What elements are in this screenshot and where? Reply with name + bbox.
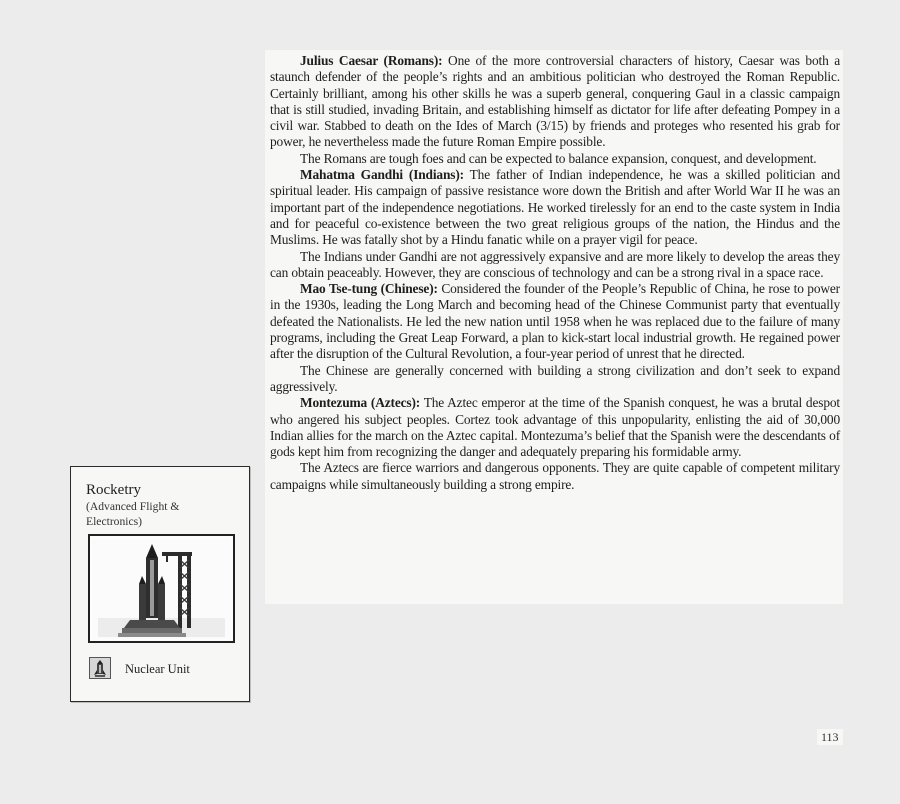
paragraph-montezuma: [270, 395, 840, 460]
rocket-launch-pad-image: [88, 534, 235, 643]
advance-sidebar-box: [70, 466, 250, 702]
paragraph-aztecs: [270, 460, 840, 493]
paragraph-body: The Romans are tough foes and can be expected to balance expansion, conquest, and development.: [300, 150, 817, 166]
paragraph-body: The Aztec emperor at the time of the Spanish conquest, he was a brutal despot who angered his subject peoples. Cortez took advantage of this unpopularity, enlisting the aid of 30,000 Indian allies for the march on the Aztec capital. Montezuma’s belief that the Spanish were the descendants of gods kept him from recognizing the danger and adequately preparing his formidable army.: [270, 395, 840, 460]
rocket-launch-pad-icon: [92, 538, 231, 639]
paragraph-body: Considered the founder of the People’s Republic of China, he rose to power in the 1930s, leading the Long March and becoming head of the Chinese Communist party that eventually defeated the Nationalists. He led the new nation until 1958 when he was replaced due to the failure of many programs, including the Great Leap Forward, a plan to kick-start local industrial growth. He regained power after the disruption of the Cultural Revolution, a four-year period of unrest that he directed.: [270, 281, 840, 362]
nuclear-missile-icon: [89, 657, 111, 679]
paragraph-romans: [270, 151, 840, 167]
main-text-block: [265, 50, 843, 604]
paragraph-lead: Julius Caesar (Romans):: [300, 53, 443, 68]
paragraph-body: The Chinese are generally concerned with building a strong civilization and don’t seek to expand aggressively.: [270, 362, 840, 394]
unit-label: Nuclear Unit: [125, 662, 190, 676]
paragraph-body: One of the more controversial characters of history, Caesar was both a staunch defender of the people’s rights and an ambitious politician who destroyed the Roman Republic. Certainly brilliant, among his other skills he was a superb general, conquering Gaul in a classic campaign that is still studied, invading Britain, and establishing himself as dictator for life after defeating Pompey in a civil war. Stabbed to death on the Ides of March (3/15) by friends and proteges who resented his grab for power, he nevertheless made the future Roman Empire possible.: [270, 53, 841, 150]
paragraph-indians: [270, 249, 840, 282]
paragraph-mao: [270, 281, 840, 362]
paragraph-caesar: [270, 53, 840, 151]
page-number: 113: [817, 729, 843, 745]
paragraph-lead: Mahatma Gandhi (Indians):: [300, 167, 464, 183]
paragraph-gandhi: [270, 167, 840, 248]
paragraph-lead: Mao Tse-tung (Chinese):: [300, 281, 438, 297]
advance-title: Rocketry: [86, 482, 141, 498]
advance-prerequisites: (Advanced Flight & Electronics): [86, 500, 180, 528]
paragraph-body: The Aztecs are fierce warriors and dangerous opponents. They are quite capable of competent military campaigns while simultaneously building a strong empire.: [270, 460, 840, 492]
paragraph-chinese: [270, 363, 840, 396]
paragraph-body: The father of Indian independence, he was a skilled politician and spiritual leader. His campaign of passive resistance wore down the British and after World War II he was an important part of the independence negotiations. He worked tirelessly for an end to the caste system in India and for peaceful co-existence between the two great religious groups of the nation, the Hindus and the Muslims. He was fatally shot by a Hindu fanatic while on a prayer vigil for peace.: [270, 167, 840, 248]
paragraph-lead: Montezuma (Aztecs):: [300, 395, 421, 411]
paragraph-body: The Indians under Gandhi are not aggressively expansive and are more likely to develop the areas they can obtain peaceably. However, they are conscious of technology and can be a strong rival in a space race.: [270, 248, 840, 280]
